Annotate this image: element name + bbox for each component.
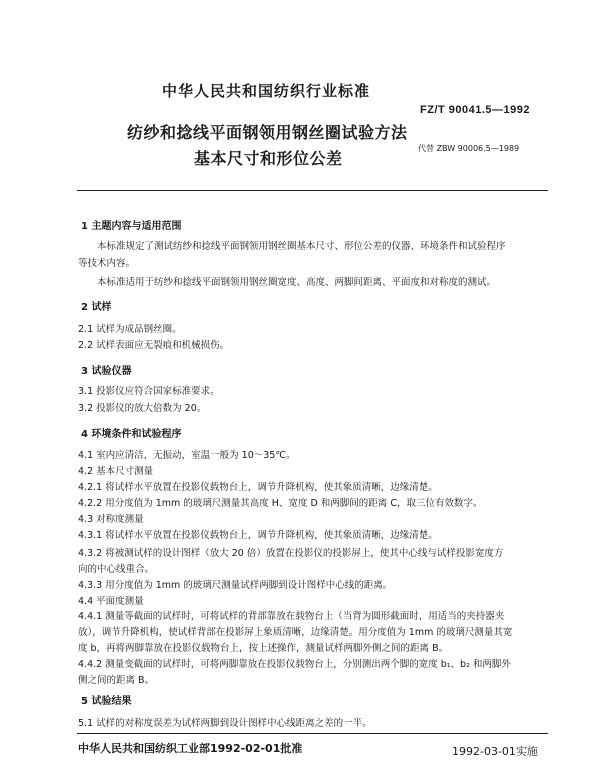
footer-divider xyxy=(77,733,548,734)
clause-continuation: 向的中心线重合。 xyxy=(78,564,155,575)
clause: 4.2.1 将试样水平放置在投影仪载物台上，调节升降机构，使其象质清晰，边缘清楚。 xyxy=(78,482,438,493)
clause: 4.2 基本尺寸测量 xyxy=(78,466,154,477)
effective-date: 1992-03-01实施 xyxy=(452,745,538,758)
clause: 4.4.1 测量等截面的试样时，可将试样的背部靠放在载物台上（当背为圆形截面时，用适当的夹持器夹 xyxy=(78,611,505,622)
clause: 4.2.2 用分度值为 1mm 的玻璃尺测量其高度 H、宽度 D 和两脚间的距离 C，取三位有效数字。 xyxy=(78,498,483,509)
section-heading-5: 5 试验结果 xyxy=(81,696,132,707)
clause: 4.3.1 将试样水平放置在投影仪载物台上，调节升降机构，使其象质清晰，边缘清楚。 xyxy=(78,530,438,541)
clause: 2.2 试样表面应无裂痕和机械损伤。 xyxy=(78,340,230,351)
clause: 4.4 平面度测量 xyxy=(78,596,144,607)
clause: 4.3.2 将被测试样的设计图样（放大 20 倍）放置在投影仪的投影屏上，使其中心线与试样投影宽度方 xyxy=(78,548,504,559)
clause: 5.1 试样的对称度误差为试样两脚到设计图样中心线距离之差的一半。 xyxy=(78,718,372,729)
issuing-organization: 中华人民共和国纺织行业标准 xyxy=(162,82,371,100)
replaces-standard: 代替 ZBW 90006.5—1989 xyxy=(418,144,520,153)
clause: 4.1 室内应清洁，无振动，室温一般为 10～35℃。 xyxy=(78,450,296,461)
paragraph: 本标准规定了测试纺纱和捻线平面钢领用钢丝圈基本尺寸、形位公差的仪器、环境条件和试验程序 xyxy=(97,241,506,252)
clause: 3.1 投影仪应符合国家标准要求。 xyxy=(78,386,220,397)
paragraph: 等技术内容。 xyxy=(78,258,136,269)
paragraph: 本标准适用于纺纱和捻线平面钢领用钢丝圈宽度、高度、两脚间距离、平面度和对称度的测试。 xyxy=(97,277,497,288)
header-divider xyxy=(77,190,548,191)
document-title-line2: 基本尺寸和形位公差 xyxy=(194,149,343,168)
document-title-line1: 纺纱和捻线平面钢领用钢丝圈试验方法 xyxy=(127,123,408,142)
clause-continuation: 放），调节升降机构，使试样背部在投影屏上象质清晰，边缘清楚。用分度值为 1mm 的玻璃尺测量其宽 xyxy=(78,627,513,638)
clause: 3.2 投影仪的放大倍数为 20。 xyxy=(78,403,207,414)
clause: 4.3 对称度测量 xyxy=(78,514,144,525)
section-heading-4: 4 环境条件和试验程序 xyxy=(81,429,182,440)
standard-number: FZ/T 90041.5—1992 xyxy=(420,104,531,116)
clause: 4.4.2 测量变截面的试样时，可将两脚靠放在投影仪载物台上，分别测出两个脚的宽度 b₁、b₂ 和两脚外 xyxy=(78,659,511,670)
approval-date: 中华人民共和国纺织工业部1992-02-01批准 xyxy=(78,742,303,755)
section-heading-1: 1 主题内容与适用范围 xyxy=(81,221,182,232)
section-heading-3: 3 试验仪器 xyxy=(81,366,132,377)
clause-continuation: 度 b，再将两脚靠放在投影仪载物台上，按上述操作，测量试样两脚外侧之间的距离 B。 xyxy=(78,643,449,654)
section-heading-2: 2 试样 xyxy=(81,302,112,313)
clause: 2.1 试样为成品钢丝圈。 xyxy=(78,324,182,335)
clause: 4.3.3 用分度值为 1mm 的玻璃尺测量试样两脚到设计图样中心线的距离。 xyxy=(78,580,393,591)
clause-continuation: 侧之间的距离 B。 xyxy=(78,675,155,686)
